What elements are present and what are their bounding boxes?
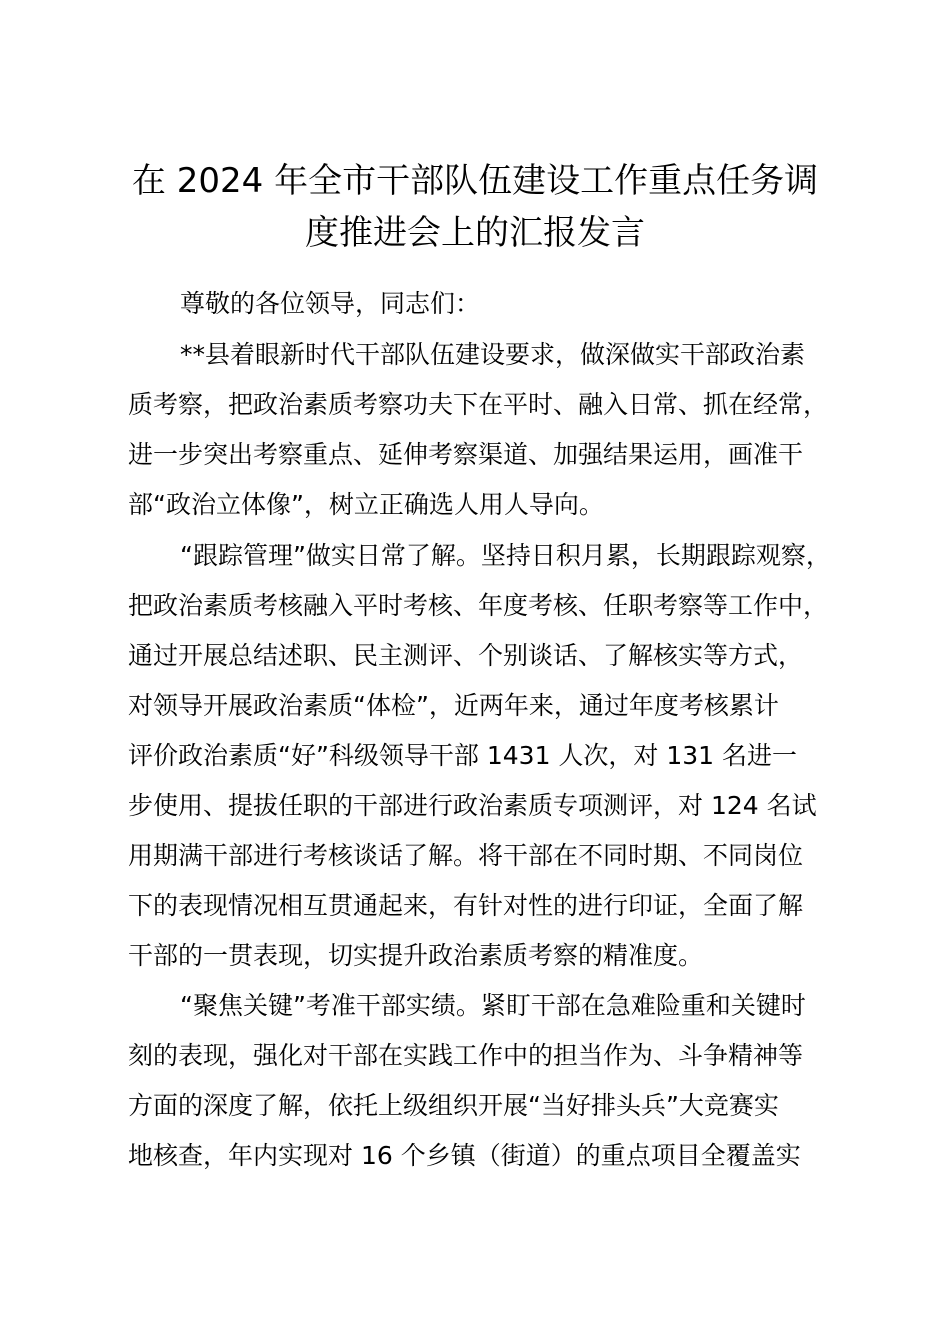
paragraph-line: 对领导开展政治素质“体检”，近两年来，通过年度考核累计	[128, 691, 779, 720]
paragraph-line: “聚焦关键”考准干部实绩。紧盯干部在急难险重和关键时	[180, 991, 806, 1020]
document-title-line-2: 度推进会上的汇报发言	[305, 213, 645, 253]
paragraph-line: 评价政治素质“好”科级领导干部 1431 人次，对 131 名进一	[128, 741, 798, 770]
salutation: 尊敬的各位领导，同志们：	[180, 289, 481, 318]
document-title-line-1: 在 2024 年全市干部队伍建设工作重点任务调	[131, 161, 819, 201]
paragraph-line: 通过开展总结述职、民主测评、个别谈话、了解核实等方式，	[128, 641, 804, 670]
paragraph-line: 质考察，把政治素质考察功夫下在平时、融入日常、抓在经常，	[128, 390, 829, 419]
paragraph-line: 方面的深度了解，依托上级组织开展“当好排头兵”大竞赛实	[128, 1091, 779, 1120]
paragraph-line: 进一步突出考察重点、延伸考察渠道、加强结果运用，画准干	[128, 440, 804, 469]
paragraph-line: 干部的一贯表现，切实提升政治素质考察的精准度。	[128, 941, 704, 970]
paragraph-line: 用期满干部进行考核谈话了解。将干部在不同时期、不同岗位	[128, 841, 804, 870]
paragraph-line: **县着眼新时代干部队伍建设要求，做深做实干部政治素	[180, 340, 806, 369]
paragraph-line: 刻的表现，强化对干部在实践工作中的担当作为、斗争精神等	[128, 1041, 804, 1070]
paragraph-line: 步使用、提拔任职的干部进行政治素质专项测评，对 124 名试	[128, 791, 817, 820]
paragraph-line: 部“政治立体像”，树立正确选人用人导向。	[128, 490, 604, 519]
paragraph-line: “跟踪管理”做实日常了解。坚持日积月累，长期跟踪观察，	[180, 541, 831, 570]
paragraph-line: 把政治素质考核融入平时考核、年度考核、任职考察等工作中，	[128, 591, 829, 620]
paragraph-line: 下的表现情况相互贯通起来，有针对性的进行印证，全面了解	[128, 891, 804, 920]
paragraph-line: 地核查，年内实现对 16 个乡镇（街道）的重点项目全覆盖实	[128, 1141, 801, 1170]
